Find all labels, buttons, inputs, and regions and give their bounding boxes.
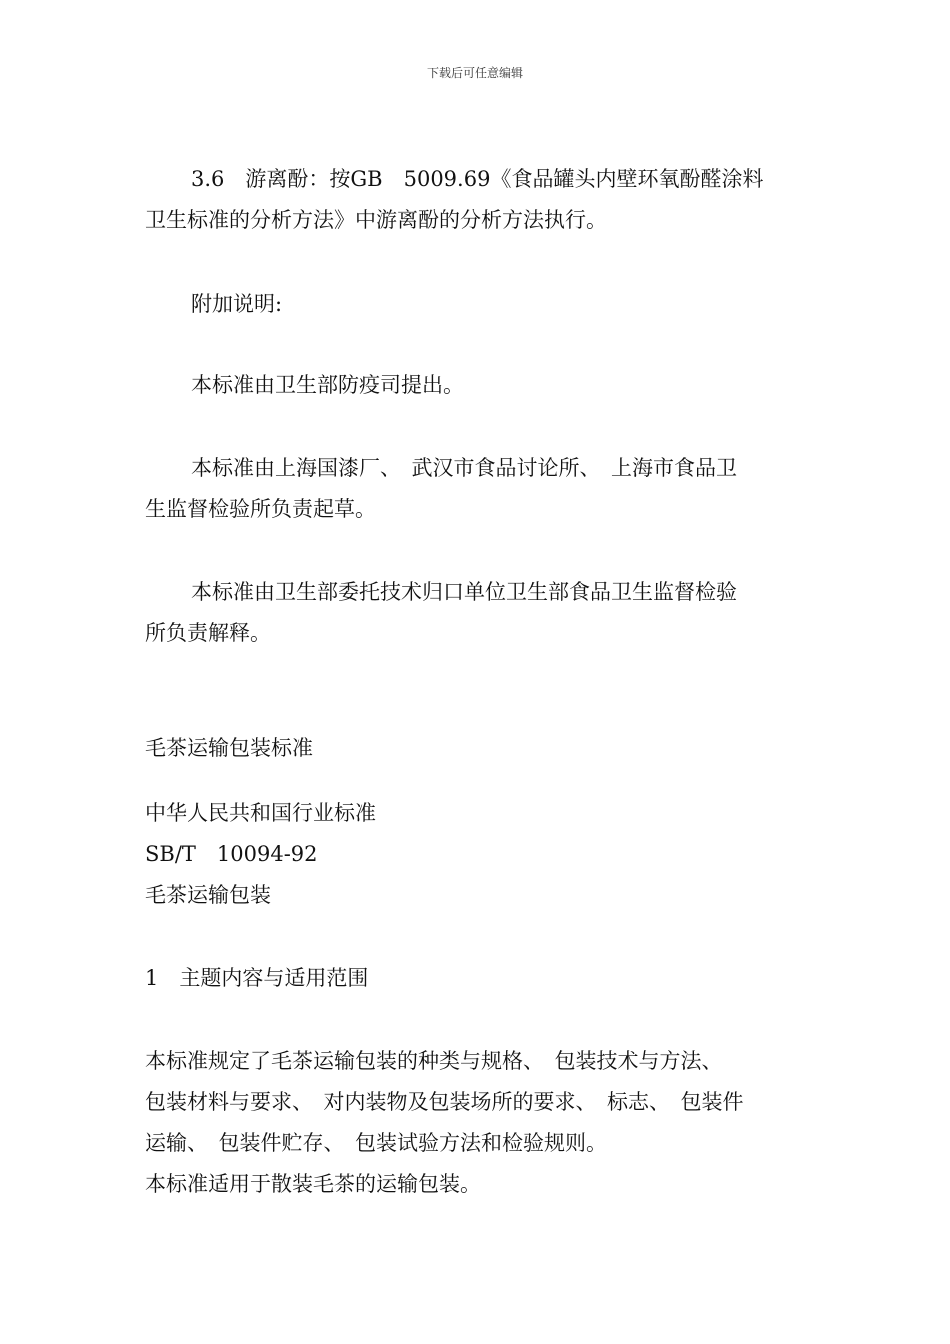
document-title: 毛茶运输包装标准: [145, 736, 313, 760]
appendix-paragraph-1: 本标准由卫生部防疫司提出。: [191, 373, 464, 397]
appendix-paragraph-2-line-1: 本标准由上海国漆厂、 武汉市食品讨论所、 上海市食品卫: [191, 456, 737, 480]
section-1-line-3: 运输、 包装件贮存、 包装试验方法和检验规则。: [145, 1131, 607, 1155]
appendix-paragraph-2-line-2: 生监督检验所负责起草。: [145, 497, 376, 521]
appendix-title: 附加说明:: [191, 292, 283, 316]
section-3-6-line-2: 卫生标准的分析方法》中游离酚的分析方法执行。: [145, 208, 607, 232]
standard-code: SB/T 10094-92: [145, 842, 318, 866]
appendix-paragraph-3-line-1: 本标准由卫生部委托技术归口单位卫生部食品卫生监督检验: [191, 580, 737, 604]
page-header-note: 下载后可任意编辑: [426, 66, 523, 80]
standard-name: 毛茶运输包装: [145, 883, 271, 907]
section-1-line-2: 包装材料与要求、 对内装物及包装场所的要求、 标志、 包装件: [145, 1090, 744, 1114]
section-1-line-1: 本标准规定了毛茶运输包装的种类与规格、 包装技术与方法、: [145, 1049, 723, 1073]
standard-organization: 中华人民共和国行业标准: [145, 801, 376, 825]
appendix-paragraph-3-line-2: 所负责解释。: [145, 621, 271, 645]
section-3-6-line-1: 3.6 游离酚：按GB 5009.69《食品罐头内壁环氧酚醛涂料: [191, 167, 764, 191]
section-1-heading: 1 主题内容与适用范围: [145, 966, 369, 990]
section-1-line-4: 本标准适用于散装毛茶的运输包装。: [145, 1172, 481, 1196]
